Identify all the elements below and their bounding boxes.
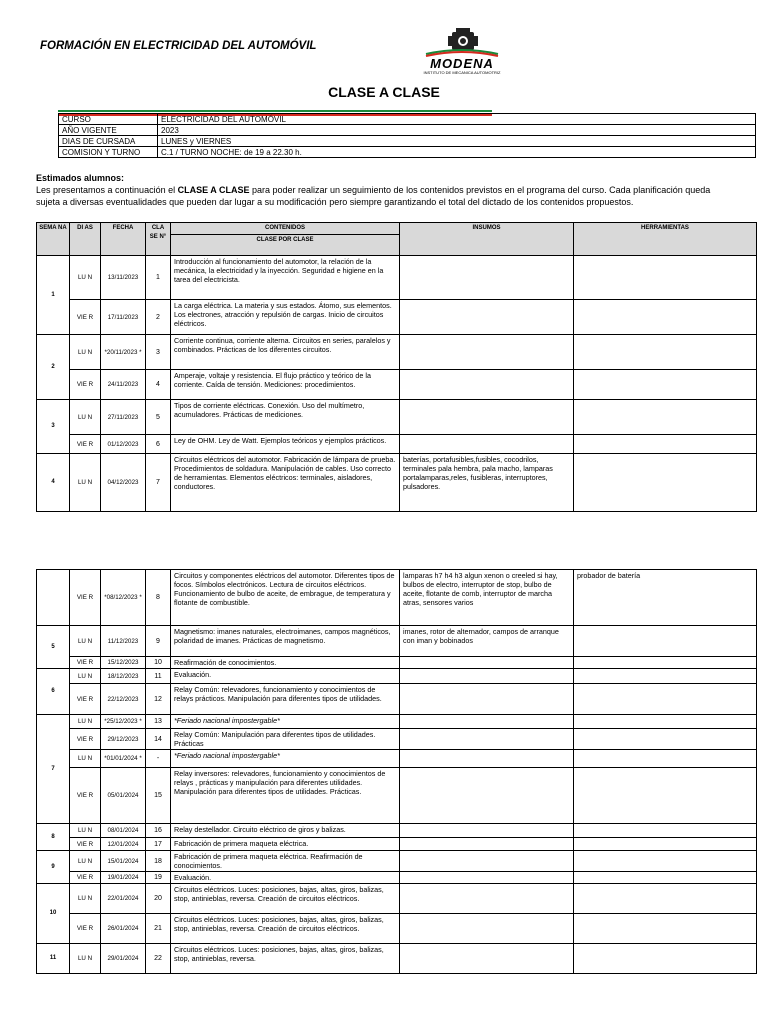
cell-contenido: Corriente continua, corriente alterna. Circuitos en series, paralelos y combinados. Prácticas de los diferentes circuitos.	[171, 335, 400, 370]
cell-contenido: Magnetismo: imanes naturales, electroimanes, campos magnéticos, polaridad de imanes. Prácticas de magnetismo.	[171, 626, 400, 657]
cell-contenido: Introducción al funcionamiento del automotor, la relación de la mecánica, la electricidad y la inyección. Seguridad e higiene en la tarea del electricista.	[171, 256, 400, 300]
intro-paragraph: Les presentamos a continuación el CLASE A CLASE para poder realizar un seguimiento de los contenidos previstos en el programa del curso. Cada planificación queda sujeta a diversas eventualidades que pueden dar lugar a su modificación pero siempre garantizando el total del dictado de los contenidos propuestos.	[36, 185, 711, 207]
info-row	[59, 114, 756, 125]
cell-clase: 17	[146, 838, 171, 851]
table-row	[37, 669, 757, 684]
cell-fecha: 15/12/2023	[101, 657, 146, 669]
cell-semana: 7	[37, 715, 70, 824]
cell-contenido: Evaluación.	[171, 872, 400, 884]
table-row	[37, 626, 757, 657]
table-row	[37, 300, 757, 335]
cell-fecha: 22/12/2023	[101, 684, 146, 715]
table-row	[37, 872, 757, 884]
greeting: Estimados alumnos:	[36, 173, 125, 183]
cell-insumos	[400, 335, 574, 370]
cell-dia: LU N	[70, 750, 101, 768]
cell-fecha: *25/12/2023 *	[101, 715, 146, 729]
cell-contenido: *Feriado nacional impostergable*	[171, 750, 400, 768]
info-row	[59, 147, 756, 158]
info-value: ELECTRICIDAD DEL AUTOMÓVIL	[158, 114, 756, 125]
info-row	[59, 125, 756, 136]
cell-contenido: Circuitos eléctricos. Luces: posiciones, bajas, altas, giros, balizas, stop, antinieblas, reversa. Creación de circuitos eléctricos.	[171, 914, 400, 944]
info-key: DIAS DE CURSADA	[59, 136, 158, 147]
cell-herramientas	[574, 684, 757, 715]
cell-dia: LU N	[70, 400, 101, 435]
cell-fecha: 29/01/2024	[101, 944, 146, 974]
cell-fecha: 26/01/2024	[101, 914, 146, 944]
cell-contenido: Amperaje, voltaje y resistencia. El flujo práctico y teórico de la corriente. Caída de tensión. Mediciones: procedimientos.	[171, 370, 400, 400]
cell-contenido: *Feriado nacional impostergable*	[171, 715, 400, 729]
cell-semana: 6	[37, 669, 70, 715]
info-value: C.1 / TURNO NOCHE: de 19 a 22.30 h.	[158, 147, 756, 158]
cell-contenido: Ley de OHM. Ley de Watt. Ejemplos teóricos y ejemplos prácticos.	[171, 435, 400, 454]
cell-herramientas	[574, 851, 757, 872]
col-clase: CLA SE N°	[146, 223, 171, 256]
table-row	[37, 824, 757, 838]
cell-fecha: 18/12/2023	[101, 669, 146, 684]
cell-semana: 10	[37, 884, 70, 944]
cell-insumos	[400, 944, 574, 974]
table-row	[37, 914, 757, 944]
cell-contenido: Circuitos eléctricos. Luces: posiciones, bajas, altas, giros, balizas, stop, antinieblas, reversa.	[171, 944, 400, 974]
col-dias: DI AS	[70, 223, 101, 256]
cell-herramientas	[574, 914, 757, 944]
cell-semana: 5	[37, 626, 70, 669]
cell-fecha: 24/11/2023	[101, 370, 146, 400]
cell-fecha: 29/12/2023	[101, 729, 146, 750]
cell-insumos	[400, 715, 574, 729]
cell-contenido: Circuitos eléctricos. Luces: posiciones, bajas, altas, giros, balizas, stop, antinieblas, reversa. Creación de circuitos eléctricos.	[171, 884, 400, 914]
cell-insumos	[400, 768, 574, 824]
cell-insumos: baterías, portafusibles,fusibles, cocodrilos, terminales pala hembra, pala macho, lamparas portalamparas,reles, fusibleras, interruptores, pulsadores.	[400, 454, 574, 512]
cell-herramientas	[574, 669, 757, 684]
cell-semana: 2	[37, 335, 70, 400]
cell-fecha: *01/01/2024 *	[101, 750, 146, 768]
col-semana: SEMA NA	[37, 223, 70, 256]
table-row	[37, 400, 757, 435]
cell-dia: LU N	[70, 851, 101, 872]
cell-dia: VIE R	[70, 370, 101, 400]
table-row	[37, 768, 757, 824]
cell-contenido: Circuitos eléctricos del automotor. Fabricación de lámpara de prueba. Procedimientos de soldadura. Manipulación de cables. Uso correcto de herramientas. Elementos eléctricos: terminales, aisladores, conductores.	[171, 454, 400, 512]
cell-herramientas	[574, 884, 757, 914]
cell-fecha: 08/01/2024	[101, 824, 146, 838]
schedule-table-part-2	[36, 569, 757, 974]
cell-herramientas	[574, 768, 757, 824]
cell-herramientas	[574, 300, 757, 335]
cell-dia: VIE R	[70, 768, 101, 824]
cell-contenido: Circuitos y componentes eléctricos del automotor. Diferentes tipos de focos. Símbolos electrónicos. Lectura de circuitos eléctricos. Funcionamiento de bulbo de aceite, de embrague, de temperatura y flotante de combustible.	[171, 570, 400, 626]
cell-dia: LU N	[70, 824, 101, 838]
cell-fecha: 19/01/2024	[101, 872, 146, 884]
cell-fecha: 05/01/2024	[101, 768, 146, 824]
table-row	[37, 335, 757, 370]
cell-clase: 5	[146, 400, 171, 435]
cell-herramientas	[574, 454, 757, 512]
cell-herramientas	[574, 872, 757, 884]
info-key: AÑO VIGENTE	[59, 125, 158, 136]
cell-dia: VIE R	[70, 300, 101, 335]
cell-contenido: Reafirmación de conocimientos.	[171, 657, 400, 669]
table-row	[37, 884, 757, 914]
cell-herramientas	[574, 435, 757, 454]
cell-clase: 4	[146, 370, 171, 400]
cell-dia: VIE R	[70, 914, 101, 944]
cell-semana: 1	[37, 256, 70, 335]
cell-herramientas: probador de batería	[574, 570, 757, 626]
cell-herramientas	[574, 824, 757, 838]
table-row	[37, 729, 757, 750]
table-row	[37, 435, 757, 454]
cell-herramientas	[574, 626, 757, 657]
col-fecha: FECHA	[101, 223, 146, 256]
table-row	[37, 750, 757, 768]
cell-fecha: *08/12/2023 *	[101, 570, 146, 626]
info-row	[59, 136, 756, 147]
cell-clase: 7	[146, 454, 171, 512]
table-row	[37, 454, 757, 512]
page-title: CLASE A CLASE	[328, 84, 440, 100]
cell-dia: VIE R	[70, 684, 101, 715]
cell-dia: LU N	[70, 884, 101, 914]
cell-clase: 18	[146, 851, 171, 872]
cell-semana	[37, 570, 70, 626]
cell-insumos	[400, 370, 574, 400]
cell-dia: VIE R	[70, 872, 101, 884]
cell-dia: VIE R	[70, 838, 101, 851]
cell-clase: 22	[146, 944, 171, 974]
cell-insumos	[400, 851, 574, 872]
table-row	[37, 684, 757, 715]
cell-contenido: Fabricación de primera maqueta eléctrica.	[171, 838, 400, 851]
cell-insumos	[400, 684, 574, 715]
cell-herramientas	[574, 400, 757, 435]
cell-fecha: 15/01/2024	[101, 851, 146, 872]
table-row	[37, 370, 757, 400]
table-row	[37, 657, 757, 669]
cell-clase: 20	[146, 884, 171, 914]
table-row	[37, 715, 757, 729]
col-herramientas: HERRAMIENTAS	[574, 223, 757, 256]
cell-fecha: 22/01/2024	[101, 884, 146, 914]
info-key: CURSO	[59, 114, 158, 125]
cell-semana: 3	[37, 400, 70, 454]
cell-fecha: 04/12/2023	[101, 454, 146, 512]
cell-insumos	[400, 300, 574, 335]
table-row	[37, 944, 757, 974]
cell-contenido: La carga eléctrica. La materia y sus estados. Átomo, sus elementos. Los electrones, atracción y repulsión de cargas. Inicio de circuitos eléctricos.	[171, 300, 400, 335]
cell-insumos: imanes, rotor de alternador, campos de arranque con iman y bobinados	[400, 626, 574, 657]
cell-insumos	[400, 657, 574, 669]
cell-insumos	[400, 256, 574, 300]
cell-insumos	[400, 872, 574, 884]
table-row	[37, 256, 757, 300]
course-info-table	[58, 113, 756, 158]
cell-herramientas	[574, 335, 757, 370]
cell-fecha: 12/01/2024	[101, 838, 146, 851]
info-value: 2023	[158, 125, 756, 136]
cell-insumos	[400, 669, 574, 684]
cell-contenido: Evaluación.	[171, 669, 400, 684]
cell-contenido: Fabricación de primera maqueta eléctrica. Reafirmación de conocimientos.	[171, 851, 400, 872]
cell-dia: LU N	[70, 454, 101, 512]
cell-dia: LU N	[70, 256, 101, 300]
cell-insumos	[400, 824, 574, 838]
cell-clase: 21	[146, 914, 171, 944]
cell-clase: 9	[146, 626, 171, 657]
cell-herramientas	[574, 256, 757, 300]
col-contenidos: CONTENIDOS	[171, 223, 400, 235]
cell-clase: 1	[146, 256, 171, 300]
cell-clase: 3	[146, 335, 171, 370]
cell-contenido: Relay destellador. Circuito eléctrico de giros y balizas.	[171, 824, 400, 838]
col-clase-por-clase: CLASE POR CLASE	[171, 235, 400, 256]
cell-herramientas	[574, 657, 757, 669]
schedule-table-part-1	[36, 222, 757, 512]
intro-text	[36, 172, 736, 208]
cell-insumos	[400, 750, 574, 768]
cell-fecha: 17/11/2023	[101, 300, 146, 335]
cell-semana: 4	[37, 454, 70, 512]
cell-insumos	[400, 838, 574, 851]
cell-insumos	[400, 914, 574, 944]
cell-clase: 14	[146, 729, 171, 750]
info-key: COMISION Y TURNO	[59, 147, 158, 158]
cell-insumos	[400, 435, 574, 454]
cell-semana: 9	[37, 851, 70, 884]
engine-icon	[416, 26, 508, 58]
cell-clase: 6	[146, 435, 171, 454]
logo-name: MODENA	[430, 56, 494, 71]
cell-clase: 10	[146, 657, 171, 669]
cell-fecha: 11/12/2023	[101, 626, 146, 657]
cell-dia: LU N	[70, 715, 101, 729]
cell-insumos	[400, 884, 574, 914]
cell-semana: 11	[37, 944, 70, 974]
cell-herramientas	[574, 838, 757, 851]
cell-dia: VIE R	[70, 729, 101, 750]
logo-subtitle: INSTITUTO DE MECANICA AUTOMOTRIZ	[423, 70, 501, 75]
cell-clase: 15	[146, 768, 171, 824]
cell-clase: 16	[146, 824, 171, 838]
cell-insumos: lamparas h7 h4 h3 algun xenon o creeled si hay, bulbos de electro, interruptor de stop, bulbo de aceite, flotante de comb, interruptor de marcha atras, sensores varios	[400, 570, 574, 626]
table-row	[37, 851, 757, 872]
cell-herramientas	[574, 729, 757, 750]
cell-fecha: 01/12/2023	[101, 435, 146, 454]
cell-clase: 19	[146, 872, 171, 884]
cell-fecha: *20/11/2023 *	[101, 335, 146, 370]
cell-herramientas	[574, 944, 757, 974]
cell-fecha: 13/11/2023	[101, 256, 146, 300]
col-insumos: INSUMOS	[400, 223, 574, 256]
cell-contenido: Relay inversores: relevadores, funcionamiento y conocimientos de relays , prácticas y manipulación para diferentes utilidades. Manipulación para diferentes tipos de utilidades. Prácticas.	[171, 768, 400, 824]
cell-herramientas	[574, 715, 757, 729]
cell-dia: LU N	[70, 335, 101, 370]
cell-clase: 11	[146, 669, 171, 684]
cell-herramientas	[574, 370, 757, 400]
cell-clase: 13	[146, 715, 171, 729]
cell-fecha: 27/11/2023	[101, 400, 146, 435]
cell-clase: 8	[146, 570, 171, 626]
cell-dia: LU N	[70, 669, 101, 684]
info-value: LUNES y VIERNES	[158, 136, 756, 147]
cell-semana: 8	[37, 824, 70, 851]
cell-contenido: Relay Común: Manipulación para diferentes tipos de utilidades. Prácticas	[171, 729, 400, 750]
table-row	[37, 838, 757, 851]
cell-contenido: Tipos de corriente eléctricas. Conexión. Uso del multímetro, acumuladores. Prácticas de mediciones.	[171, 400, 400, 435]
table-row	[37, 570, 757, 626]
cell-dia: LU N	[70, 626, 101, 657]
cell-insumos	[400, 400, 574, 435]
cell-dia: VIE R	[70, 435, 101, 454]
cell-dia: VIE R	[70, 657, 101, 669]
cell-herramientas	[574, 750, 757, 768]
cell-dia: LU N	[70, 944, 101, 974]
cell-clase: 12	[146, 684, 171, 715]
cell-dia: VIE R	[70, 570, 101, 626]
cell-contenido: Relay Común: relevadores, funcionamiento y conocimientos de relays prácticos. Manipulación para diferentes tipos de utilidades.	[171, 684, 400, 715]
cell-clase: 2	[146, 300, 171, 335]
document-header-title: FORMACIÓN EN ELECTRICIDAD DEL AUTOMÓVIL	[40, 40, 317, 52]
cell-clase: -	[146, 750, 171, 768]
cell-insumos	[400, 729, 574, 750]
modena-logo	[416, 26, 508, 74]
